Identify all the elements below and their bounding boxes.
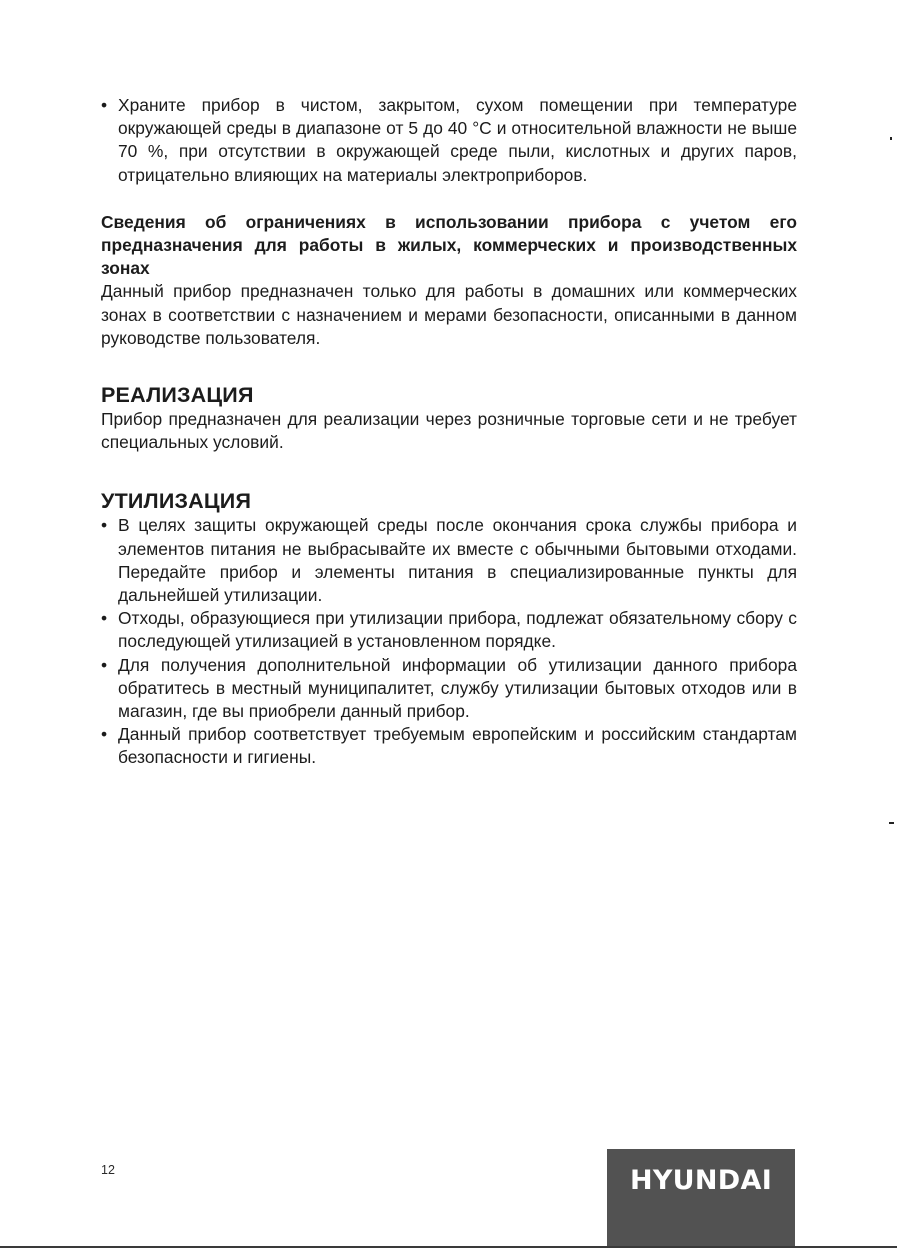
brand-logo: [607, 1149, 795, 1248]
disposal-bullet-list: [101, 514, 797, 769]
bullet-text: В целях защиты окружающей среды после окончания срока службы прибора и элементов питания не выбрасывайте их вместе с обычными бытовыми отходами. Передайте прибор и элементы питания в специализированные пункты для дальнейшей утилизации.: [118, 515, 797, 606]
bullet-text: Храните прибор в чистом, закрытом, сухом помещении при температуре окружающей среды в диапазоне от 5 до 40 °C и относительной влажности не выше 70 %, при отсутствии в окружающей среде пыли, кислотных и других паров, отрицательно влияющих на материалы электроприборов.: [118, 95, 797, 185]
edge-mark: [889, 822, 894, 824]
realization-text: Прибор предназначен для реализации через розничные торговые сети и не требует специальных условий.: [101, 409, 797, 453]
storage-bullet-list: [101, 94, 797, 187]
bullet-text: Данный прибор соответствует требуемым европейским и российским стандартам безопасности и гигиены.: [118, 724, 797, 768]
list-item: [101, 607, 797, 653]
restrictions-heading: Сведения об ограничениях в использовании прибора с учетом его предназначения для работы в жилых, коммерческих и производственных зонах: [101, 211, 797, 279]
page-content: [101, 94, 797, 770]
edge-mark: [890, 137, 892, 140]
bullet-text: Для получения дополнительной информации об утилизации данного прибора обратитесь в местный муниципалитет, службу утилизации бытовых отходов или в магазин, где вы приобрели данный прибор.: [118, 654, 797, 722]
page-number: 12: [101, 1163, 115, 1177]
disposal-heading: УТИЛИЗАЦИЯ: [101, 489, 252, 514]
realization-heading: РЕАЛИЗАЦИЯ: [101, 383, 254, 408]
restrictions-text: Данный прибор предназначен только для работы в домашних или коммерческих зонах в соответствии с назначением и мерами безопасности, описанными в данном руководстве пользователя.: [101, 281, 797, 348]
list-item: [101, 514, 797, 607]
list-item: [101, 723, 797, 769]
bullet-text: Отходы, образующиеся при утилизации прибора, подлежат обязательному сбору с последующей утилизацией в установленном порядке.: [118, 608, 797, 652]
list-item: [101, 654, 797, 724]
brand-logo-text: HYUNDAI: [629, 1165, 773, 1196]
list-item: [101, 94, 797, 187]
